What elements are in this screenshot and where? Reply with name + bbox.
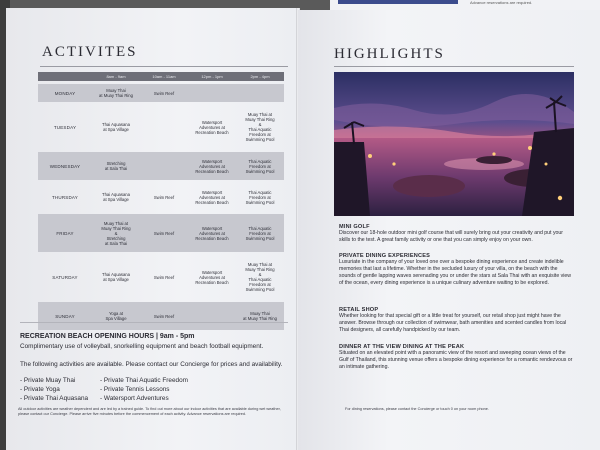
schedule-cell-line: Recreation Beach — [195, 129, 229, 135]
highlight-title: RETAIL SHOP — [339, 307, 379, 313]
schedule-cell-line: Stretching — [106, 161, 126, 166]
schedule-cell — [236, 302, 284, 330]
schedule-cell — [140, 152, 188, 180]
schedule-cell-line: Muay Thai at — [247, 112, 273, 117]
activities-title: ACTIVITES — [42, 44, 138, 60]
schedule-day: WEDNESDAY — [38, 152, 92, 180]
schedule-cell — [92, 214, 140, 252]
schedule-cell-line: Swimming Pool — [245, 168, 275, 174]
schedule-cell-line: Adventures at — [199, 274, 225, 280]
schedule-cell-line: Thai Aquasana — [102, 122, 130, 127]
schedule-cell-line: Thai Aquatic — [248, 158, 272, 164]
schedule-cell-line: & — [114, 230, 118, 236]
schedule-cell-line: Recreation Beach — [195, 168, 229, 174]
schedule-cell-line: at Spa Village — [103, 127, 129, 132]
schedule-cell — [140, 214, 188, 252]
schedule-cell — [140, 183, 188, 211]
beach-rule — [20, 322, 288, 323]
highlight-title: MINI GOLF — [339, 224, 370, 230]
schedule-header-row — [38, 72, 284, 81]
schedule-cell-line: Swimming Pool — [245, 235, 275, 241]
schedule-cell-line: Yoga at — [108, 311, 124, 316]
schedule-body — [38, 81, 284, 330]
schedule-cell-line: Muay Thai — [106, 88, 126, 93]
schedule-cell-line: Muay Thai Ring — [245, 117, 275, 122]
schedule-cell-line: Thai Aquatic — [248, 127, 272, 132]
highlight-title: DINNER AT THE VIEW DINING AT THE PEAK — [339, 344, 465, 350]
schedule-cell — [188, 302, 236, 330]
schedule-cell — [140, 255, 188, 299]
table-row — [38, 84, 284, 102]
schedule-cell-line: Freedom at — [249, 282, 271, 287]
highlight-mini-golf — [339, 224, 575, 244]
schedule-header: 12pm - 1pm — [188, 72, 236, 81]
schedule-cell-line: Recreation Beach — [195, 279, 229, 285]
schedule-cell-line: Freedom at — [249, 132, 271, 137]
schedule-cell-line: Adventures at — [199, 230, 225, 236]
dining-footnote: For dining reservations, please contact the Concierge or touch 0 on your room phone. — [345, 407, 489, 411]
schedule-day: SATURDAY — [52, 274, 78, 280]
schedule-cell — [236, 105, 284, 149]
schedule-cell — [188, 105, 236, 149]
schedule-cell — [236, 84, 284, 102]
schedule-cell-line: Watersport — [201, 119, 223, 125]
schedule-cell — [140, 302, 188, 330]
schedule-cell-line: Stretching — [106, 235, 126, 241]
schedule-cell-line: Watersport — [201, 269, 223, 275]
schedule-cell-line: Adventures at — [199, 124, 225, 130]
schedule-cell — [188, 214, 236, 252]
schedule-cell-line: at Spa Village — [103, 197, 129, 202]
resort-sunset-photo — [334, 72, 574, 216]
list-item: - Private Muay Thai — [20, 377, 76, 384]
schedule-cell-line: Swimming Pool — [245, 287, 275, 292]
schedule-cell-line: & — [258, 122, 262, 127]
schedule-header: 10am - 11am — [140, 72, 188, 81]
highlight-desc: Situated on an elevated point with a panoramic view of the resort and sweeping ocean views of the Gulf of Thailand, this stunning venue offers a bespoke dining experience for a romantic rendezvous or an intimate gathering. — [339, 350, 573, 370]
schedule-cell — [92, 84, 140, 102]
activities-list-right — [100, 376, 188, 403]
activities-list-left — [20, 376, 88, 403]
schedule-cell-line: Spa Village — [105, 316, 127, 321]
schedule-header: 8am - 9am — [92, 72, 140, 81]
schedule-cell-line: Swim Reef — [153, 313, 175, 319]
schedule-cell-line: Thai Aquasana — [102, 272, 130, 277]
schedule-cell — [92, 105, 140, 149]
sunset-pool-illustration — [334, 72, 574, 216]
schedule-cell-line: Thai Aquatic — [248, 189, 272, 195]
schedule-cell — [140, 84, 188, 102]
schedule-cell-line: at Muay Thai Ring — [99, 93, 133, 98]
schedule-cell-line: Swim Reef — [153, 230, 175, 236]
schedule-cell-line: Muay Thai at — [103, 220, 129, 226]
schedule-cell-line: & — [258, 272, 262, 277]
schedule-cell — [92, 302, 140, 330]
schedule-cell-line: at Sala Thai — [104, 240, 128, 246]
schedule-cell-line: at Muay Thai Ring — [243, 316, 277, 321]
list-item: - Private Yoga — [20, 386, 60, 393]
schedule-cell-line: Watersport — [201, 225, 223, 231]
list-item: - Watersport Adventures — [100, 395, 169, 402]
highlight-retail-shop — [339, 307, 575, 334]
schedule-cell-line: Freedom at — [249, 194, 271, 200]
schedule-cell — [92, 255, 140, 299]
schedule-cell-line: Swim Reef — [153, 194, 175, 200]
schedule-cell-line: Watersport — [201, 158, 223, 164]
schedule-cell — [92, 183, 140, 211]
schedule-day: MONDAY — [38, 84, 92, 102]
schedule-cell — [188, 255, 236, 299]
schedule-day: THURSDAY — [51, 194, 79, 200]
schedule-cell-line: Freedom at — [249, 230, 271, 236]
schedule-cell — [236, 214, 284, 252]
top-note: Advance reservations are required. — [470, 0, 533, 5]
schedule-cell-line: Recreation Beach — [195, 199, 229, 205]
highlights-title: HIGHLIGHTS — [334, 46, 445, 62]
highlight-title: PRIVATE DINING EXPERIENCES — [339, 253, 431, 259]
schedule-cell-line: Muay Thai at — [247, 262, 273, 267]
highlight-dinner-view — [339, 344, 575, 371]
schedule-cell — [188, 183, 236, 211]
beach-hours-title: RECREATION BEACH OPENING HOURS | 9am - 5pm — [20, 333, 195, 340]
table-row — [38, 302, 284, 330]
schedule-cell-line: Muay Thai — [250, 311, 270, 316]
highlight-desc: Discover our 18-hole outdoor mini golf course that will surely bring out your creativity and put your skills to the test. A great family activity or one that you can simply enjoy on your own. — [339, 230, 564, 243]
schedule-cell-line: Watersport — [201, 189, 223, 195]
highlight-desc: Whether looking for that special gift or a little treat for yourself, our retail shop just might have the answer. Browse through our collection of swimwear, bath amenities and scented candles from local Thai designers, all carefully handpicked by our team. — [339, 313, 567, 333]
schedule-cell — [236, 152, 284, 180]
table-row — [38, 255, 284, 299]
activities-footnote: All outdoor activities are weather dependent and are led by a trained guide. To find out more about our indoor activities that are available during wet weather, please contact our Concierge. Please arrive five minutes before the commencement of each activity. Advance reservations are required. — [18, 407, 281, 417]
schedule-cell-line: Swimming Pool — [245, 137, 275, 142]
schedule-cell-line: Recreation Beach — [195, 235, 229, 241]
schedule-cell — [236, 183, 284, 211]
schedule-cell-line: Swim Reef — [153, 90, 175, 96]
list-item: - Private Thai Aquasana — [20, 395, 89, 402]
schedule-cell — [140, 105, 188, 149]
schedule-cell-line: Thai Aquatic — [248, 277, 272, 282]
schedule-cell — [188, 152, 236, 180]
activities-rule — [40, 66, 288, 67]
schedule-cell-line: Swimming Pool — [245, 199, 275, 205]
highlights-rule — [334, 66, 574, 67]
schedule-header — [38, 72, 92, 81]
schedule-day: FRIDAY — [38, 214, 92, 252]
schedule-cell-line: Adventures at — [199, 163, 225, 169]
list-item: - Private Thai Aquatic Freedom — [100, 377, 188, 384]
highlight-private-dining — [339, 253, 575, 287]
top-blue-band — [338, 0, 458, 4]
schedule-cell-line: at Spa Village — [103, 277, 129, 282]
schedule-cell-line: Adventures at — [199, 194, 225, 200]
schedule-cell-line: Muay Thai Ring — [101, 225, 131, 231]
top-strip — [330, 0, 600, 10]
activities-intro: The following activities are available. Please contact our Concierge for prices and availability. — [20, 361, 283, 368]
activity-schedule-table — [38, 72, 284, 330]
table-row — [38, 105, 284, 149]
list-item: - Private Tennis Lessons — [100, 386, 170, 393]
table-row — [38, 152, 284, 180]
schedule-cell-line: at Sala Thai — [104, 166, 128, 171]
schedule-header: 2pm - 4pm — [236, 72, 284, 81]
table-row — [38, 183, 284, 211]
schedule-cell-line: Muay Thai Ring — [245, 267, 275, 272]
beach-hours-text: Complimentary use of volleyball, snorkelling equipment and beach football equipment. — [20, 343, 264, 350]
highlight-desc: Luxuriate in the company of your loved one over a bespoke dining experience and create indelible memories that last a lifetime. Whether in the secluded luxury of your villa, on the beach with the sounds of gentle lapping waves serenading you or under the stars at Sala Thai with an exquisite view of the ocean, every dining experience is a unique culinary adventure waiting to be explored. — [339, 259, 572, 286]
table-row — [38, 214, 284, 252]
schedule-cell-line: Thai Aquatic — [248, 225, 272, 231]
schedule-cell — [92, 152, 140, 180]
schedule-cell-line: Freedom at — [249, 163, 271, 169]
schedule-cell — [236, 255, 284, 299]
schedule-day: SUNDAY — [38, 302, 92, 330]
schedule-cell — [188, 84, 236, 102]
schedule-day: TUESDAY — [53, 124, 77, 130]
schedule-cell-line: Thai Aquasana — [102, 192, 130, 197]
schedule-cell-line: Swim Reef — [153, 274, 175, 280]
